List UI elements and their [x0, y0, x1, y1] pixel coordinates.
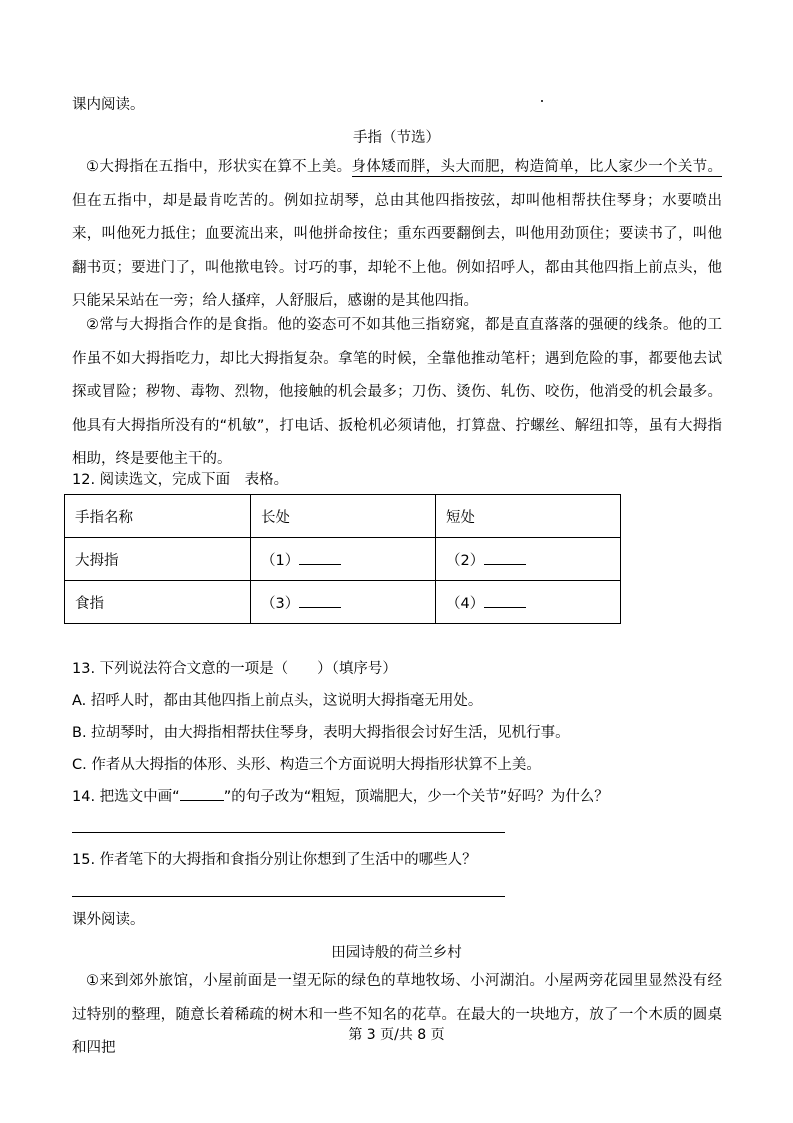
section-title-extra: 课外阅读。: [72, 912, 145, 928]
question-13-option-b[interactable]: B. 拉胡琴时，由大拇指相帮扶住琴身，表明大拇指很会讨好生活，见机行事。: [72, 725, 570, 741]
underline-placeholder: [180, 788, 224, 801]
answer-blank[interactable]: [299, 552, 341, 565]
paragraph-1-body: 但在五指中，却是最肯吃苦的。例如拉胡琴，总由其他四指按弦，却叫他相帮扶住琴身；水要喷出来，叫他死力抵住；血要流出来，叫他拼命按住；重东西要翻倒去，叫他用劲顶住；要读书了，叫他翻书页；要进门了，叫他揿电铃。讨巧的事，却轮不上他。例如招呼人，都由其他四指上前点头，他只能呆呆站在一旁；给人搔痒，人舒服后，感谢的是其他四指。: [72, 192, 722, 309]
finger-table: [64, 494, 621, 624]
question-14-stem: 14. 把选文中画“ ”的句子改为“粗短，顶端肥大，少一个关节”好吗？为什么？: [72, 789, 609, 805]
table-header-row: [65, 495, 621, 538]
answer-blank[interactable]: [299, 595, 341, 608]
answer-blank[interactable]: [484, 595, 526, 608]
question-13-option-a[interactable]: A. 招呼人时，都由其他四指上前点头，这说明大拇指毫无用处。: [72, 693, 483, 709]
question-13-stem: 13. 下列说法符合文意的一项是（ ）（填序号）: [72, 661, 397, 677]
table-row: [65, 581, 621, 624]
passage-2-paragraph-1: ①来到郊外旅馆，小屋前面是一望无际的绿色的草地牧场、小河湖泊。小屋两旁花园里显然没有经过特别的整理，随意长着稀疏的树木和一些不知名的花草。在最大的一块地方，放了一个木质的圆桌和四把: [72, 973, 722, 1056]
table-cell-blank-1[interactable]: （1）: [251, 538, 436, 581]
table-cell-blank-2[interactable]: （2）: [436, 538, 621, 581]
passage-title: 手指（节选）: [353, 130, 440, 146]
answer-line-15[interactable]: [72, 896, 505, 897]
underlined-sentence: 身体矮而胖，头大而肥，构造简单，比人家少一个关节。: [351, 159, 722, 175]
page-footer: 第 3 页/共 8 页: [348, 1027, 445, 1043]
paragraph-1-intro: ①大拇指在五指中，形状实在算不上美。: [86, 159, 352, 175]
answer-blank[interactable]: [484, 552, 526, 565]
answer-line-14[interactable]: [72, 832, 505, 833]
question-15-stem: 15. 作者笔下的大拇指和食指分别让你想到了生活中的哪些人？: [72, 852, 477, 868]
question-12-label: 12. 阅读选文，完成下面 表格。: [72, 472, 289, 488]
table-cell-name: 食指: [65, 581, 251, 624]
table-header-name: 手指名称: [65, 495, 251, 538]
passage-paragraph-1: [72, 151, 722, 319]
question-13-option-c[interactable]: C. 作者从大拇指的体形、头形、构造三个方面说明大拇指形状算不上美。: [72, 757, 541, 773]
table-header-weakness: 短处: [436, 495, 621, 538]
section-title-in-class: 课内阅读。: [72, 97, 145, 113]
table-row: [65, 538, 621, 581]
passage-paragraph-2: ②常与大拇指合作的是食指。他的姿态可不如其他三指窈窕，都是直直落落的强硬的线条。他的工作虽不如大拇指吃力，却比大拇指复杂。拿笔的时候，全靠他推动笔杆；遇到危险的事，都要他去试探或冒险；秽物、毒物、烈物，他接触的机会最多；刀伤、烫伤、轧伤、咬伤，他消受的机会最多。他具有大拇指所没有的“机敏”，打电话、扳枪机必须请他，打算盘、拧螺丝、解纽扣等，虽有大拇指相助，终是要他主干的。: [72, 317, 722, 467]
table-cell-blank-3[interactable]: （3）: [251, 581, 436, 624]
table-cell-name: 大拇指: [65, 538, 251, 581]
table-cell-blank-4[interactable]: （4）: [436, 581, 621, 624]
table-header-strength: 长处: [251, 495, 436, 538]
speck-mark: [541, 100, 543, 102]
passage-2-title: 田园诗般的荷兰乡村: [331, 945, 462, 961]
